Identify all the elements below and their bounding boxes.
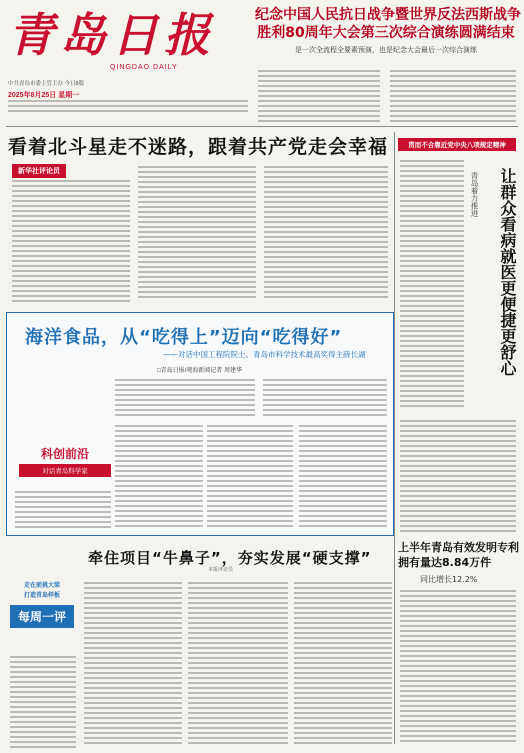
banner-body-right xyxy=(390,70,516,125)
column-rule xyxy=(394,132,395,744)
newspaper-logo: 青岛日报 xyxy=(8,8,216,62)
feature-body-5 xyxy=(207,425,293,530)
stat-body xyxy=(400,590,516,745)
lead-col-3 xyxy=(264,166,388,301)
rule xyxy=(6,126,518,127)
banner-body-left xyxy=(258,70,380,125)
masthead-fineprint xyxy=(8,100,248,115)
commentary-tag: 新华社评论员 xyxy=(12,164,66,178)
right-column-headline[interactable]: 让群众看病就医更便捷更舒心 xyxy=(498,168,517,376)
second-body-2 xyxy=(84,582,182,747)
lead-col-1 xyxy=(12,180,130,305)
banner-headline-line1: 纪念中国人民抗日战争暨世界反法西斯战争 xyxy=(255,7,521,23)
second-body-3 xyxy=(188,582,288,747)
newspaper-logo-en: QINGDAO DAILY xyxy=(110,64,178,71)
promo-line1: 走在前挑大梁 xyxy=(23,582,60,589)
stat-headline[interactable]: 上半年青岛有效发明专利拥有量达8.84万件 xyxy=(398,541,519,569)
right-column-subhead: 青岛着力推进 xyxy=(470,172,479,217)
promo-line3: 每周一评 xyxy=(10,605,74,628)
banner-subtitle: 是一次全流程全要素预演，也是纪念大会最后一次综合演练 xyxy=(295,47,477,54)
feature-article-box[interactable] xyxy=(6,312,394,536)
stat-subheadline: 同比增长12.2% xyxy=(420,575,478,584)
right-column-body xyxy=(400,160,464,410)
second-body-1 xyxy=(10,656,76,751)
feature-body-3 xyxy=(15,491,111,531)
feature-body-2 xyxy=(263,379,387,419)
second-body-4 xyxy=(294,582,392,747)
promo-line2: 打造青岛样板 xyxy=(23,592,60,599)
second-byline: 本报评论员 xyxy=(208,567,234,573)
feature-body-4 xyxy=(115,425,203,530)
right-column-body-2 xyxy=(400,420,516,535)
feature-subheadline: ——对话中国工程院院士、青岛市科学技术最高奖得主薛长湖 xyxy=(163,350,366,359)
column-promo xyxy=(10,580,74,650)
feature-body-1 xyxy=(115,379,255,419)
feature-author: □青岛日报/观海新闻记者 周建华 xyxy=(157,368,242,374)
feature-badge xyxy=(19,445,111,485)
top-banner[interactable] xyxy=(255,6,521,66)
badge-subtitle: 对话青岛科学家 xyxy=(19,464,111,477)
feature-body-6 xyxy=(299,425,387,530)
banner-headline-line2: 胜利80周年大会第三次综合演练圆满结束 xyxy=(257,25,515,41)
lead-headline[interactable]: 看着北斗星走不迷路，跟着共产党走会幸福 xyxy=(8,136,389,158)
lead-col-2 xyxy=(138,166,256,301)
feature-headline: 海洋食品，从“吃得上”迈向“吃得好” xyxy=(25,327,343,348)
right-column-tag: 贯而不合靠近党中央八项规定精神 xyxy=(398,138,516,151)
issue-date: 2025年8月25日 星期一 xyxy=(8,92,80,99)
badge-title: 科创前沿 xyxy=(40,447,89,461)
second-headline[interactable]: 牵住项目“牛鼻子”，夯实发展“硬支撑” xyxy=(88,549,372,567)
publication-info: 中共青岛市委主管主办 今日8版 xyxy=(8,81,85,87)
